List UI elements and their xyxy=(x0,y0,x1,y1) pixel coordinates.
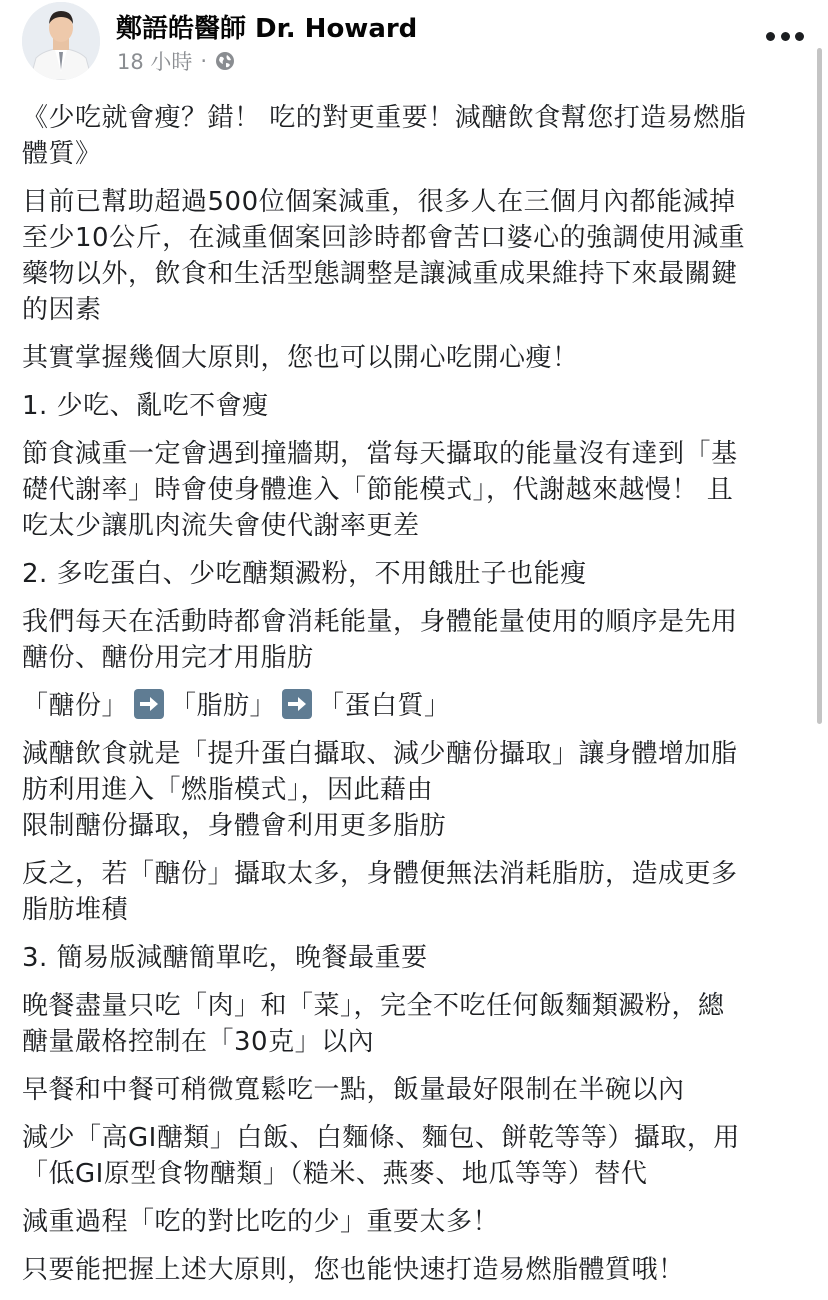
paragraph: 我們每天在活動時都會消耗能量，身體能量使用的順序是先用 醣份、醣份用完才用脂肪 xyxy=(22,607,738,673)
paragraph: 節食減重一定會遇到撞牆期，當每天攝取的能量沒有達到「基 礎代謝率」時會使身體進入「節能模式」，代謝越來越慢！ 且 吃太少讓肌肉流失會使代謝率更差 xyxy=(22,439,738,541)
section-heading: 1. 少吃、亂吃不會瘦 xyxy=(22,391,269,421)
paragraph: 減少「高GI醣類」白飯、白麵條、麵包、餅乾等等）攝取，用 「低GI原型食物醣類」（糙米、燕麥、地瓜等等）替代 xyxy=(22,1123,740,1189)
post-body xyxy=(22,100,804,1300)
section-heading: 3. 簡易版減醣簡單吃，晚餐最重要 xyxy=(22,943,428,973)
scrollbar[interactable] xyxy=(817,48,822,724)
post-header xyxy=(0,0,828,80)
globe-icon xyxy=(215,51,235,71)
right-arrow-icon xyxy=(282,689,312,719)
more-options-icon[interactable] xyxy=(766,30,804,42)
energy-sequence xyxy=(22,688,804,724)
paragraph: 晚餐盡量只吃「肉」和「菜」，完全不吃任何飯麵類澱粉，總 醣量嚴格控制在「30克」以內 xyxy=(22,991,725,1057)
paragraph: 早餐和中餐可稍微寬鬆吃一點，飯量最好限制在半碗以內 xyxy=(22,1075,685,1105)
paragraph: 反之，若「醣份」攝取太多，身體便無法消耗脂肪，造成更多 脂肪堆積 xyxy=(22,859,738,925)
paragraph: 目前已幫助超過500位個案減重，很多人在三個月內都能減掉 至少10公斤，在減重個案回診時都會苦口婆心的強調使用減重 藥物以外，飲食和生活型態調整是讓減重成果維持下來最關鍵 的因素 xyxy=(22,187,746,325)
section-heading: 2. 多吃蛋白、少吃醣類澱粉，不用餓肚子也能瘦 xyxy=(22,559,587,589)
paragraph: 減醣飲食就是「提升蛋白攝取、減少醣份攝取」讓身體增加脂 肪利用進入「燃脂模式」，因此藉由 限制醣份攝取，身體會利用更多脂肪 xyxy=(22,739,738,841)
sequence-item-fat: 「脂肪」 xyxy=(170,691,277,721)
paragraph: 只要能把握上述大原則，您也能快速打造易燃脂體質哦！ xyxy=(22,1255,685,1285)
paragraph: 其實掌握幾個大原則，您也可以開心吃開心瘦！ xyxy=(22,343,579,373)
post-title: 《少吃就會瘦？錯！ 吃的對更重要！減醣飲食幫您打造易燃脂 體質》 xyxy=(22,103,747,169)
paragraph: 減重過程「吃的對比吃的少」重要太多！ xyxy=(22,1207,500,1237)
avatar[interactable] xyxy=(22,2,100,80)
meta-separator: · xyxy=(200,49,208,73)
post-meta xyxy=(117,46,235,76)
post-time[interactable]: 18 小時 xyxy=(117,50,193,74)
sequence-item-sugar: 「醣份」 xyxy=(22,691,129,721)
author-name[interactable]: 鄭語皓醫師 Dr. Howard xyxy=(116,14,418,44)
sequence-item-protein: 「蛋白質」 xyxy=(318,691,451,721)
right-arrow-icon xyxy=(134,689,164,719)
